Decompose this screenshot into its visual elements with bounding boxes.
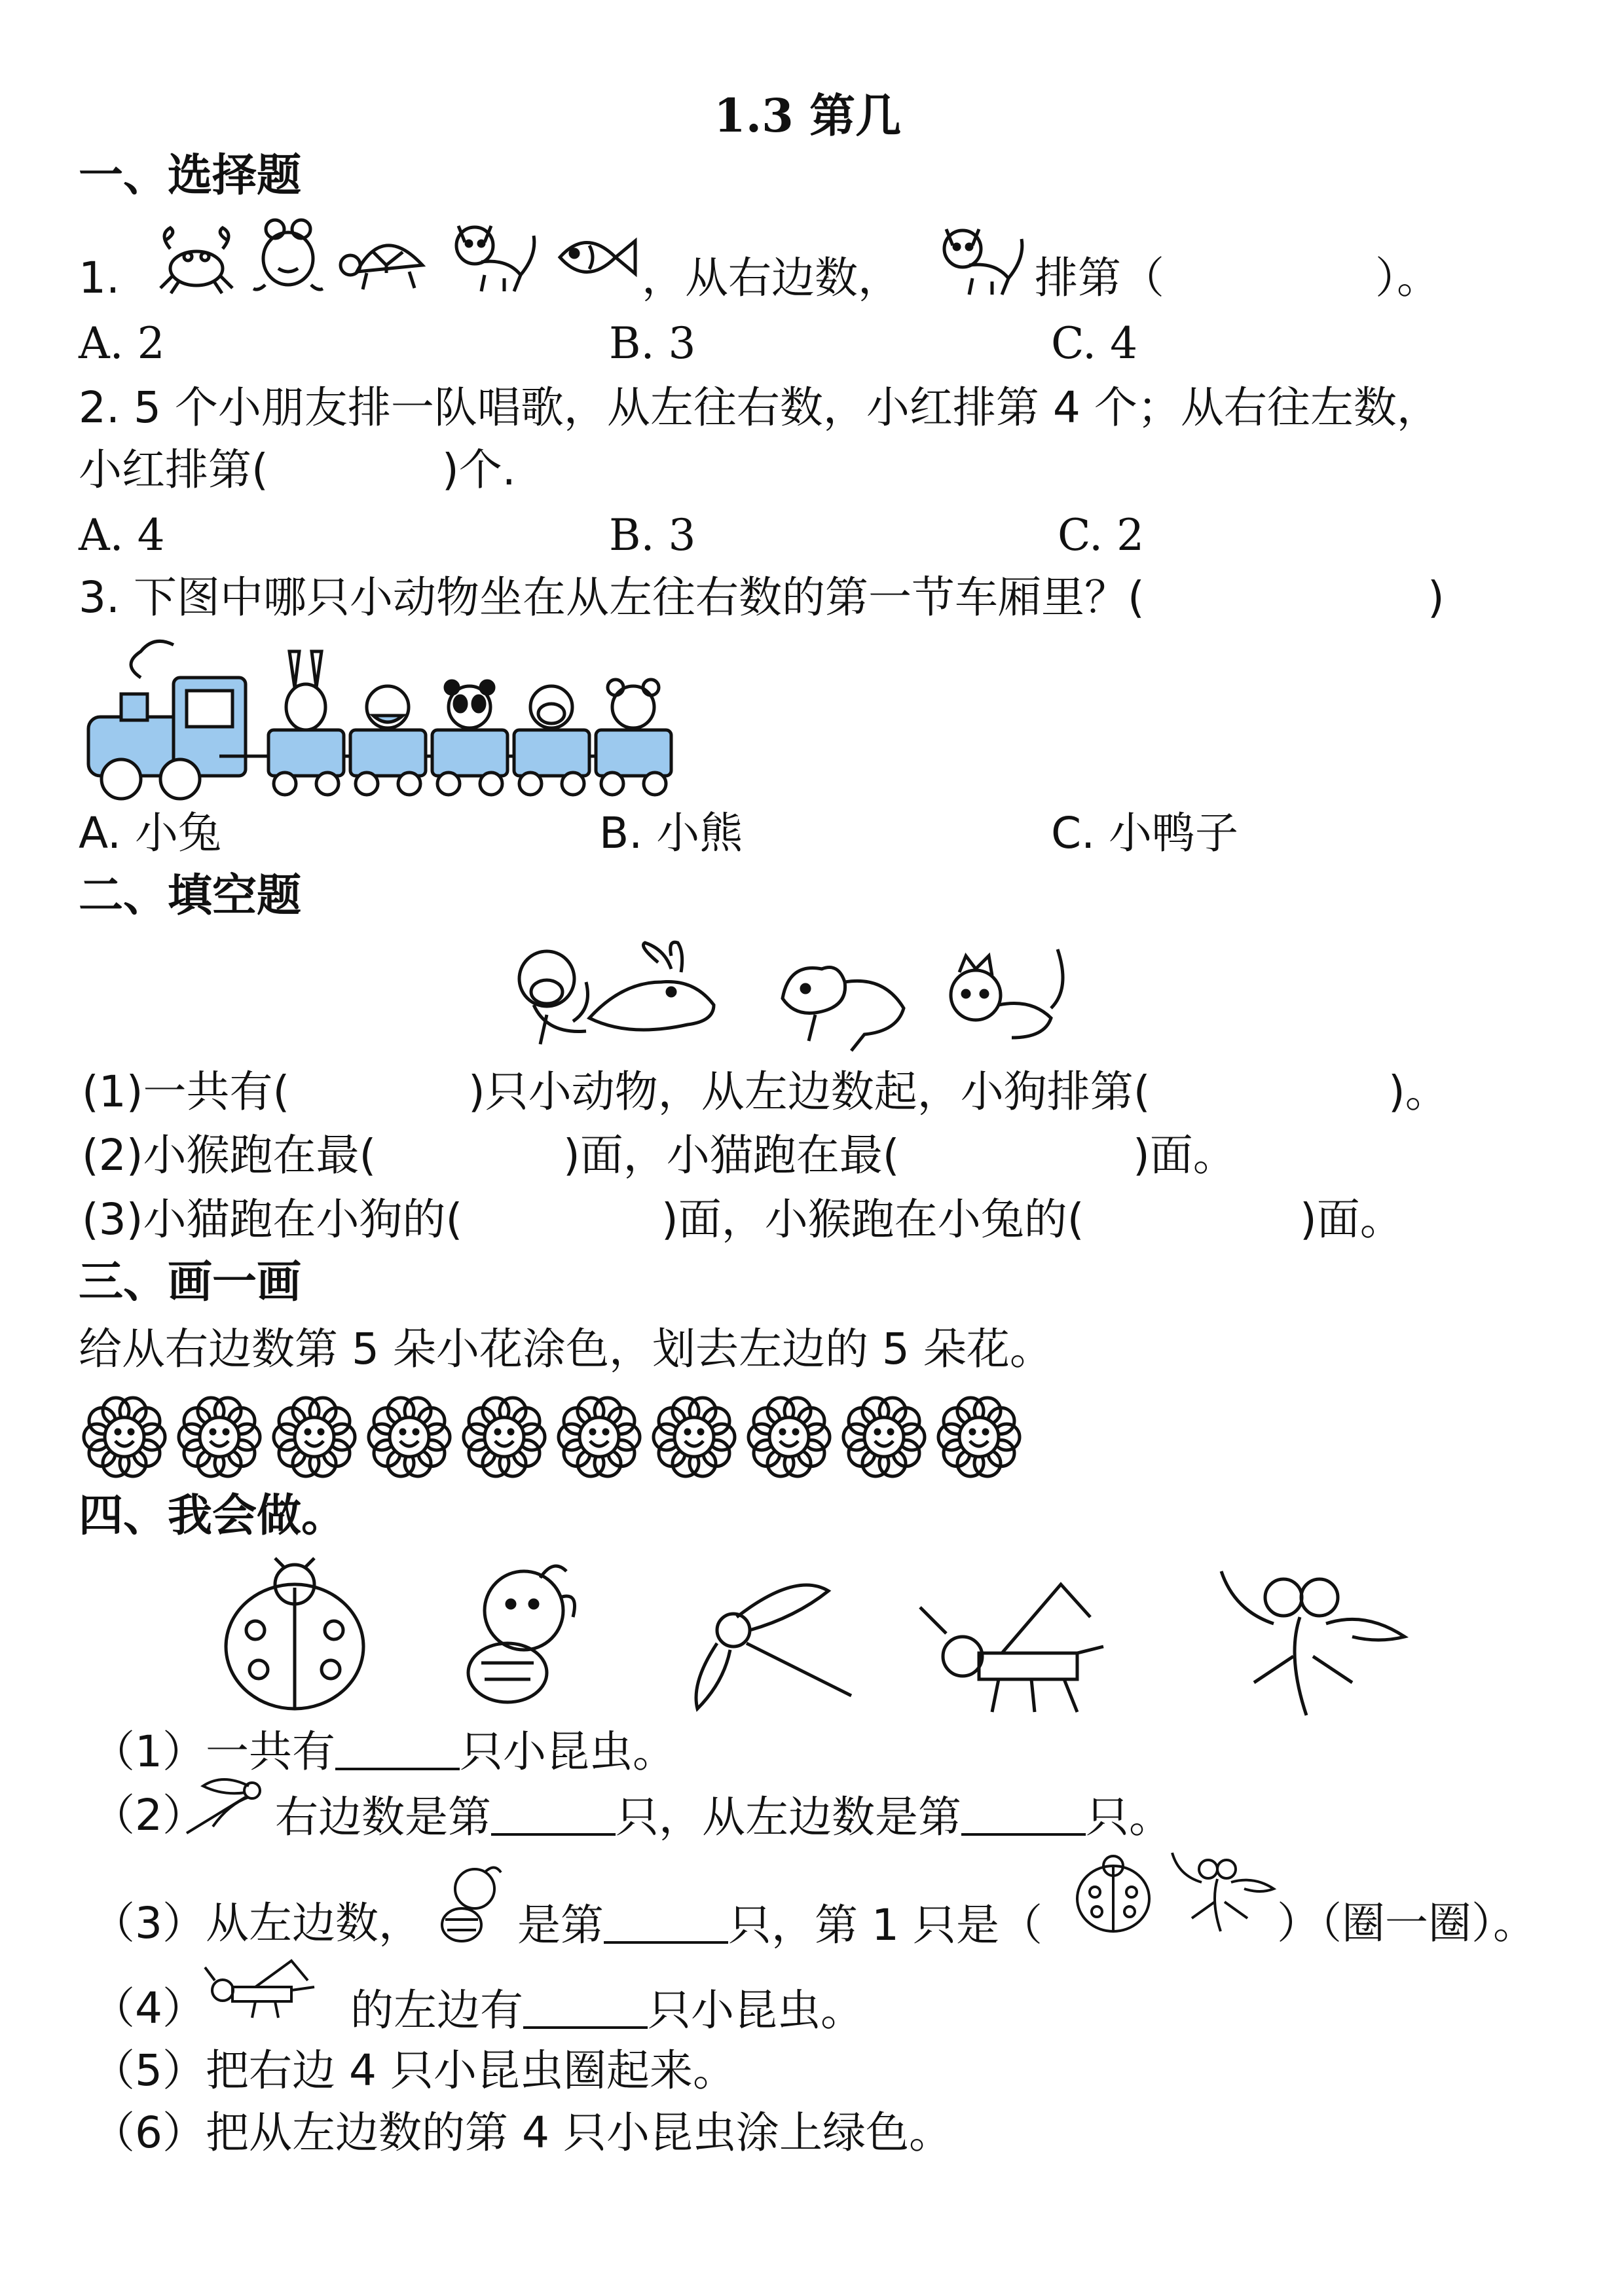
question-3-text-a: 3. 下图中哪只小动物坐在从左往右数的第一节车厢里？( — [79, 572, 1145, 623]
fill-line-2c: )面。 — [1133, 1130, 1236, 1180]
insect-line-2-rest — [275, 1792, 1172, 1842]
fill-line-2b: )面，小猫跑在最( — [563, 1130, 900, 1180]
train-car-2 — [350, 686, 426, 795]
flower-2[interactable] — [179, 1398, 260, 1476]
q1-option-b: B. 3 — [609, 318, 696, 369]
fish-icon — [553, 226, 638, 288]
fill-line-3a: (3)小猫跑在小狗的( — [82, 1194, 463, 1245]
answer-blank-dragonfly-left[interactable] — [961, 1794, 1086, 1836]
question-1-text-a: ，从右边数， — [642, 253, 901, 303]
dragonfly-icon — [696, 1585, 851, 1709]
section-heading-choice: 一、选择题 — [79, 150, 302, 202]
question-2-line-1: 2. 5 个小朋友排一队唱歌，从左往右数，小红排第 4 个；从右往左数， — [79, 382, 1440, 433]
q3-option-b: B. 小熊 — [599, 808, 743, 858]
rabbit-icon — [589, 942, 714, 1030]
insect-line-6: （6）把从左边数的第 4 只小昆虫涂上绿色。 — [92, 2107, 952, 2158]
question-2-line-2b: )个. — [442, 445, 516, 495]
insect-line-2b: 右边数是第 — [275, 1792, 491, 1842]
running-animals-row — [507, 943, 1097, 1054]
flower-4[interactable] — [369, 1398, 450, 1476]
insect-line-2c: 只，从左边数是第 — [616, 1792, 961, 1842]
cat-icon-running — [951, 949, 1063, 1038]
insect-line-3d: ）（圈一圈）。 — [1277, 1898, 1536, 1948]
flower-8[interactable] — [748, 1398, 830, 1476]
insect-line-3b: 是第 — [517, 1900, 604, 1950]
q3-option-c: C. 小鸭子 — [1051, 808, 1239, 858]
dragonfly-icon-small — [180, 1774, 272, 1840]
insect-line-4a: （4） — [92, 1983, 206, 2033]
flower-10[interactable] — [938, 1398, 1020, 1476]
insect-line-1a: （1）一共有 — [92, 1726, 335, 1777]
train-car-5 — [596, 680, 671, 795]
q1-option-c: C. 4 — [1051, 318, 1138, 369]
draw-instruction: 给从右边数第 5 朵小花涂色，划去左边的 5 朵花。 — [79, 1324, 1053, 1374]
question-3-text-b: ) — [1428, 572, 1445, 623]
insect-row — [219, 1558, 1411, 1715]
insect-line-4-rest — [350, 1985, 864, 2035]
mantis-icon — [1221, 1571, 1405, 1715]
section-heading-fill: 二、填空题 — [79, 870, 302, 922]
insect-line-3-rest — [517, 1900, 1043, 1950]
insect-line-3c: 只，第 1 只是（ — [728, 1900, 1043, 1950]
bee-icon-small — [422, 1859, 514, 1951]
train-illustration — [82, 632, 697, 809]
answer-blank-dragonfly-right[interactable] — [491, 1794, 616, 1836]
fill-line-1b: )只小动物，从左边数起，小狗排第( — [468, 1066, 1151, 1117]
train-car-3 — [432, 681, 507, 795]
cat-icon-reference — [933, 219, 1031, 298]
monkey-icon — [519, 951, 588, 1044]
fill-line-3b: )面，小猴跑在小兔的( — [661, 1194, 1084, 1245]
ladybug-icon-small — [1074, 1853, 1156, 1935]
answer-blank-total[interactable] — [335, 1728, 460, 1770]
dog-icon — [783, 968, 904, 1051]
flower-row — [82, 1394, 1038, 1480]
flower-7[interactable] — [654, 1398, 735, 1476]
grasshopper-icon-small — [203, 1958, 327, 2023]
section-heading-draw: 三、画一画 — [79, 1256, 302, 1308]
train-car-1 — [268, 651, 344, 795]
ladybug-icon — [226, 1558, 363, 1709]
page-title: 1.3 第几 — [714, 88, 902, 143]
fill-line-2a: (2)小猴跑在最( — [82, 1130, 377, 1180]
insect-line-4c: 只小昆虫。 — [648, 1985, 864, 2035]
flower-3[interactable] — [274, 1398, 355, 1476]
answer-blank-grasshopper[interactable] — [523, 1987, 648, 2029]
cat-icon — [445, 216, 544, 295]
bee-icon — [468, 1566, 575, 1702]
insect-line-5: （5）把右边 4 只小昆虫圈起来。 — [92, 2045, 736, 2096]
fill-line-1c: )。 — [1388, 1066, 1449, 1117]
q3-option-a: A. 小兔 — [79, 808, 221, 858]
q2-option-a: A. 4 — [79, 510, 165, 560]
grasshopper-icon — [920, 1584, 1103, 1712]
flower-9[interactable] — [843, 1398, 925, 1476]
crab-icon — [154, 223, 239, 295]
insect-line-4b: 的左边有 — [350, 1985, 523, 2035]
frog-icon — [252, 216, 324, 295]
flower-5[interactable] — [464, 1398, 545, 1476]
answer-blank-bee[interactable] — [604, 1902, 728, 1944]
section-heading-practice: 四、我会做。 — [79, 1490, 346, 1542]
q2-option-b: B. 3 — [609, 510, 696, 560]
insect-line-3a: （3）从左边数， — [92, 1898, 422, 1948]
q2-option-c: C. 2 — [1058, 510, 1145, 560]
mantis-icon-small — [1162, 1850, 1280, 1935]
turtle-icon — [337, 226, 435, 295]
train-car-4 — [514, 686, 589, 795]
insect-line-2a: （2） — [92, 1790, 206, 1840]
question-1-number: 1. — [79, 253, 120, 303]
question-2-line-2a: 小红排第( — [79, 445, 268, 495]
insect-line-2d: 只。 — [1086, 1792, 1172, 1842]
fill-line-3c: )面。 — [1300, 1194, 1403, 1245]
question-1-text-b: 排第（ — [1035, 253, 1164, 303]
q1-option-a: A. 2 — [79, 318, 165, 369]
insect-line-1 — [92, 1726, 676, 1777]
flower-1[interactable] — [84, 1398, 165, 1476]
fill-line-1a: (1)一共有( — [82, 1066, 290, 1117]
insect-line-1b: 只小昆虫。 — [460, 1726, 676, 1777]
question-1-text-c: ）。 — [1375, 253, 1440, 303]
flower-6[interactable] — [559, 1398, 640, 1476]
